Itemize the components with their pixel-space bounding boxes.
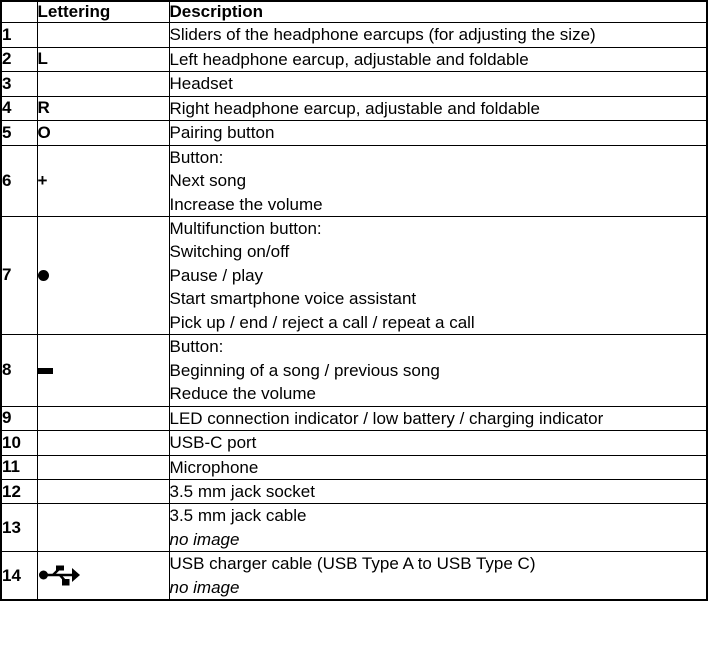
row-description bbox=[169, 96, 707, 120]
description-line: Start smartphone voice assistant bbox=[169, 289, 417, 309]
filled-circle-icon bbox=[38, 270, 49, 281]
description-line: USB charger cable (USB Type A to USB Type C) bbox=[169, 554, 536, 574]
table-row bbox=[1, 145, 707, 216]
description-line: Beginning of a song / previous song bbox=[169, 360, 440, 380]
row-number: 3 bbox=[1, 72, 37, 96]
description-line: Left headphone earcup, adjustable and foldable bbox=[169, 49, 529, 69]
description-line: Sliders of the headphone earcups (for adjusting the size) bbox=[169, 25, 596, 45]
row-description bbox=[169, 23, 707, 47]
description-line: 3.5 mm jack socket bbox=[169, 482, 315, 501]
description-line: Switching on/off bbox=[169, 242, 290, 262]
row-lettering bbox=[37, 47, 169, 71]
column-header-description: Description bbox=[169, 1, 707, 23]
row-number: 12 bbox=[1, 480, 37, 504]
row-description bbox=[169, 552, 707, 600]
table-row bbox=[1, 96, 707, 120]
description-line: Right headphone earcup, adjustable and foldable bbox=[169, 98, 541, 118]
row-number: 8 bbox=[1, 335, 37, 406]
table-row bbox=[1, 335, 707, 406]
minus-icon bbox=[38, 368, 53, 374]
row-lettering bbox=[37, 72, 169, 96]
row-description bbox=[169, 504, 707, 552]
row-lettering bbox=[37, 455, 169, 479]
table-header-row bbox=[1, 1, 707, 23]
row-description bbox=[169, 480, 707, 504]
row-description bbox=[169, 47, 707, 71]
usb-icon bbox=[38, 565, 80, 587]
description-line: Pick up / end / reject a call / repeat a call bbox=[169, 312, 475, 332]
table-row bbox=[1, 431, 707, 455]
description-line: USB-C port bbox=[169, 433, 257, 453]
table-row bbox=[1, 455, 707, 479]
row-number: 9 bbox=[1, 406, 37, 430]
column-header-lettering: Lettering bbox=[37, 1, 169, 23]
row-description bbox=[169, 406, 707, 430]
row-lettering bbox=[37, 480, 169, 504]
table-row bbox=[1, 552, 707, 600]
description-line: no image bbox=[169, 529, 240, 549]
description-line: Next song bbox=[169, 171, 247, 191]
description-line: 3.5 mm jack cable bbox=[169, 506, 307, 526]
table-row bbox=[1, 47, 707, 71]
table-header bbox=[1, 1, 707, 23]
row-lettering bbox=[37, 406, 169, 430]
row-description bbox=[169, 145, 707, 216]
lettering-label: L bbox=[37, 49, 48, 69]
description-line: Pause / play bbox=[169, 265, 264, 285]
lettering-label: O bbox=[37, 122, 51, 142]
table-body bbox=[1, 23, 707, 600]
row-lettering bbox=[37, 552, 169, 600]
row-lettering bbox=[37, 431, 169, 455]
row-number: 13 bbox=[1, 504, 37, 552]
description-line: Reduce the volume bbox=[169, 384, 316, 404]
row-description bbox=[169, 335, 707, 406]
description-line: Button: bbox=[169, 337, 224, 357]
description-line: Microphone bbox=[169, 457, 259, 477]
table-row bbox=[1, 121, 707, 145]
row-lettering bbox=[37, 23, 169, 47]
lettering-label: R bbox=[37, 98, 50, 118]
description-line: Headset bbox=[169, 74, 233, 94]
table-row bbox=[1, 406, 707, 430]
lettering-label: + bbox=[37, 170, 48, 190]
row-lettering bbox=[37, 145, 169, 216]
row-number: 4 bbox=[1, 96, 37, 120]
table-row bbox=[1, 23, 707, 47]
description-line: Button: bbox=[169, 147, 224, 167]
row-lettering bbox=[37, 96, 169, 120]
description-line: Pairing button bbox=[169, 123, 275, 143]
row-number: 14 bbox=[1, 552, 37, 600]
row-number: 5 bbox=[1, 121, 37, 145]
description-line: Increase the volume bbox=[169, 194, 323, 214]
row-number: 2 bbox=[1, 47, 37, 71]
row-lettering bbox=[37, 217, 169, 335]
description-line: LED connection indicator / low battery / charging indicator bbox=[169, 408, 604, 428]
column-header-number bbox=[1, 1, 37, 23]
row-lettering bbox=[37, 335, 169, 406]
row-number: 1 bbox=[1, 23, 37, 47]
row-description bbox=[169, 455, 707, 479]
table-row bbox=[1, 504, 707, 552]
row-number: 6 bbox=[1, 145, 37, 216]
row-number: 10 bbox=[1, 431, 37, 455]
row-description bbox=[169, 121, 707, 145]
description-line: no image bbox=[169, 577, 240, 597]
row-lettering bbox=[37, 121, 169, 145]
table-row bbox=[1, 480, 707, 504]
row-description bbox=[169, 217, 707, 335]
description-line: Multifunction button: bbox=[169, 219, 322, 239]
row-description bbox=[169, 431, 707, 455]
row-description bbox=[169, 72, 707, 96]
row-lettering bbox=[37, 504, 169, 552]
row-number: 7 bbox=[1, 217, 37, 335]
table-row bbox=[1, 72, 707, 96]
row-number: 11 bbox=[1, 455, 37, 479]
table-row bbox=[1, 217, 707, 335]
